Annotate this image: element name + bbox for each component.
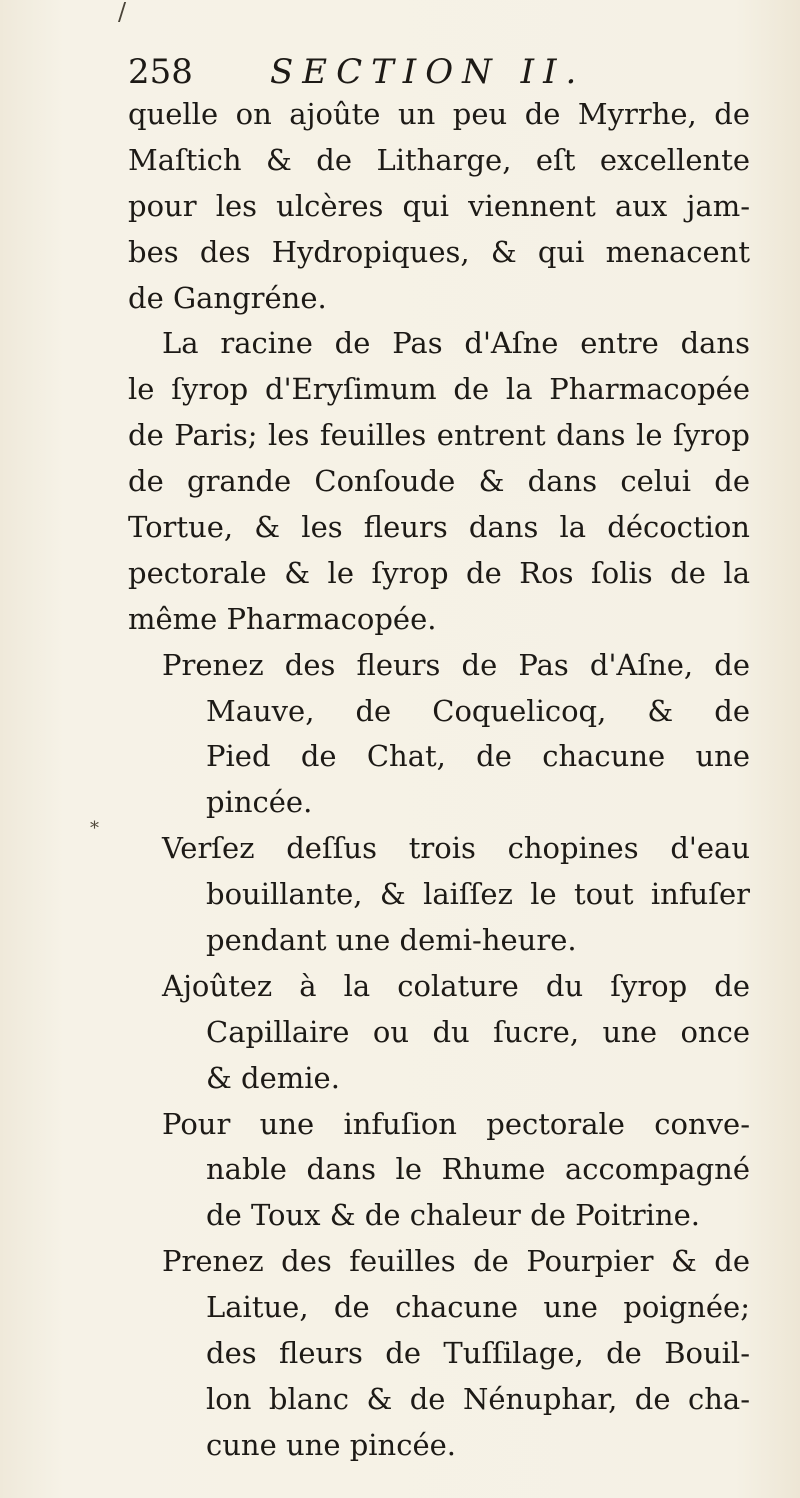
- text-line: Ajoûtez à la colature du ſyrop de: [162, 968, 750, 1003]
- text-line: pendant une demi-heure.: [206, 923, 577, 958]
- text-line: même Pharmacopée.: [128, 601, 437, 636]
- text-line: & demie.: [206, 1060, 340, 1095]
- text-line: de Paris; les feuilles entrent dans le ſyrop: [128, 418, 750, 453]
- text-line: le ſyrop d'Eryſimum de la Pharmacopée: [128, 372, 750, 407]
- text-line: Prenez des fleurs de Pas d'Aſne, de: [162, 647, 750, 682]
- text-line: pincée.: [206, 785, 313, 820]
- margin-mark: *: [90, 818, 99, 839]
- page-number: 258: [128, 52, 193, 92]
- text-line: Capillaire ou du ſucre, une once: [206, 1014, 750, 1049]
- text-line: des fleurs de Tuſſilage, de Bouil-: [206, 1336, 750, 1371]
- running-head: SECTION II.: [270, 52, 586, 92]
- text-line: bes des Hydropiques, & qui menacent: [128, 234, 750, 269]
- text-line: bouillante, & laiſſez le tout infuſer: [206, 877, 750, 912]
- text-line: Tortue, & les fleurs dans la décoction: [128, 510, 750, 545]
- text-line: de Toux & de chaleur de Poitrine.: [206, 1198, 700, 1233]
- text-line: de Gangréne.: [128, 280, 327, 315]
- text-line: Laitue, de chacune une poignée;: [206, 1290, 750, 1325]
- text-line: quelle on ajoûte un peu de Myrrhe, de: [128, 97, 750, 131]
- text-line: Maſtich & de Litharge, eſt excellente: [128, 142, 750, 177]
- text-line: Mauve, de Coquelicoq, & de: [206, 693, 750, 728]
- text-line: Pied de Chat, de chacune une: [206, 739, 750, 774]
- text-line: Pour une infuſion pectorale conve-: [162, 1106, 750, 1141]
- text-line: cune une pincée.: [206, 1427, 457, 1462]
- text-line: de grande Conſoude & dans celui de: [128, 464, 750, 499]
- text-line: Prenez des feuilles de Pourpier & de: [162, 1244, 750, 1279]
- body-text: [128, 92, 750, 1469]
- text-line: nable dans le Rhume accompagné: [206, 1152, 750, 1187]
- text-line: lon blanc & de Nénuphar, de cha-: [206, 1381, 750, 1416]
- text-line: La racine de Pas d'Aſne entre dans: [162, 326, 750, 361]
- page-header: [128, 48, 708, 96]
- text-line: pectorale & le ſyrop de Ros ſolis de la: [128, 555, 750, 590]
- page-mark: /: [118, 0, 127, 26]
- text-line: pour les ulcères qui viennent aux jam-: [128, 188, 750, 223]
- text-line: Verſez deſſus trois chopines d'eau: [162, 831, 750, 866]
